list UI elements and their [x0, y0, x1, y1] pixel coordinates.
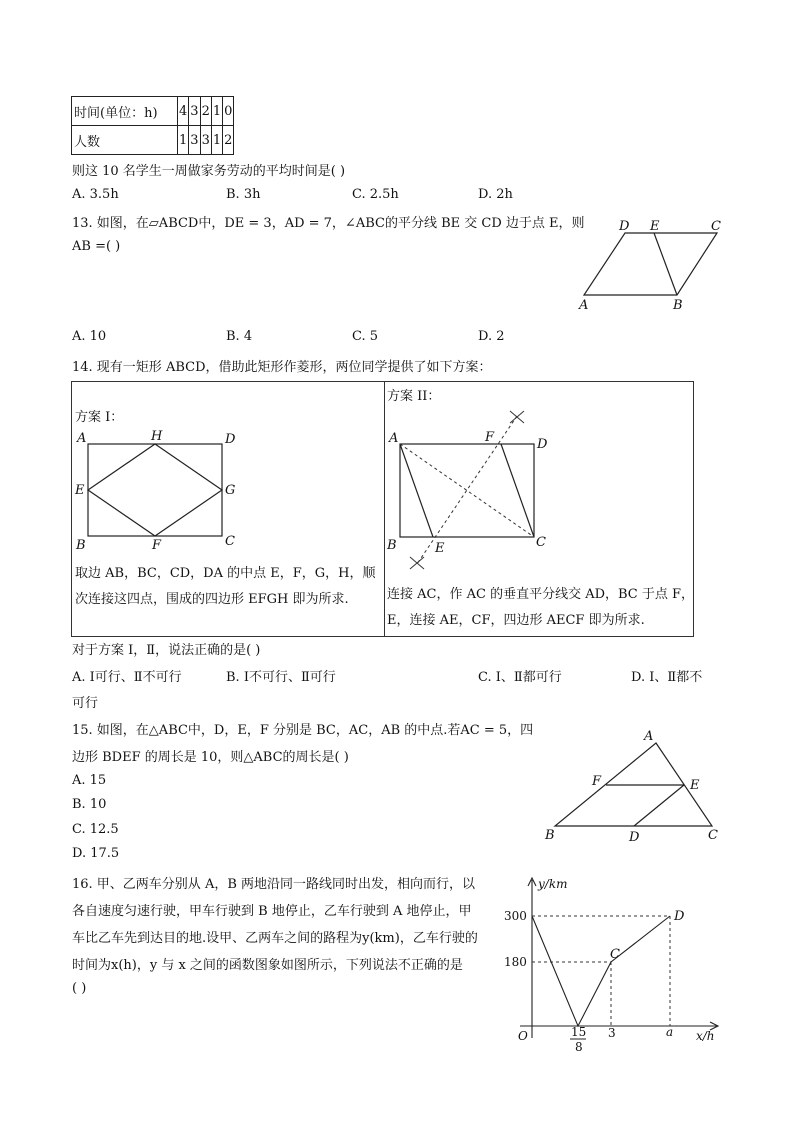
q13-option-d: D. 2 — [478, 329, 505, 344]
table-cell: 1 — [211, 126, 222, 155]
plan2-text-line2: E，连接 AE，CF，四边形 AECF 即为所求. — [387, 613, 645, 628]
label-h: H — [151, 429, 163, 444]
q13-option-c: C. 5 — [352, 329, 379, 344]
q15-option-c: C. 12.5 — [72, 822, 119, 837]
q12-option-b: B. 3h — [226, 187, 261, 202]
x-tick-3: 3 — [608, 1026, 616, 1040]
q15-option-a: A. 15 — [72, 773, 107, 788]
label-d: D — [629, 830, 640, 845]
plan1-title: 方案 I： — [75, 410, 124, 425]
label-f: F — [152, 538, 162, 550]
diagonal-ac — [400, 444, 534, 537]
label-e: E — [690, 778, 700, 793]
y-tick-180: 180 — [504, 955, 527, 969]
label-a: A — [644, 729, 654, 744]
q14-option-d: D. Ⅰ、Ⅱ都不 — [631, 670, 703, 685]
label-e: E — [435, 541, 445, 556]
table-cell: 2 — [200, 97, 211, 126]
segment-ae — [400, 444, 433, 537]
label-d: D — [225, 432, 236, 447]
table-header-count: 人数 — [72, 126, 178, 155]
table-cell: 1 — [178, 126, 189, 155]
q16-stem-line1: 16. 甲、乙两车分别从 A，B 两地沿同一路线同时出发，相向而行，以 — [72, 877, 476, 892]
table-cell: 1 — [211, 97, 222, 126]
label-c: C — [536, 535, 546, 550]
table-header-time: 时间(单位：h) — [72, 97, 178, 126]
q13-option-a: A. 10 — [72, 329, 107, 344]
label-f: F — [592, 774, 602, 789]
plan1-figure — [72, 428, 242, 550]
q15-option-b: B. 10 — [72, 797, 107, 812]
table-row — [72, 126, 234, 155]
plan1-text-line2: 次连接这四点，围成的四边形 EFGH 即为所求. — [75, 592, 349, 607]
segment-ed — [634, 785, 684, 826]
label-b: B — [76, 538, 86, 550]
label-e: E — [75, 483, 85, 498]
table-cell: 0 — [223, 97, 234, 126]
label-d: D — [537, 437, 548, 452]
q16-stem-line5: ( ) — [72, 981, 87, 996]
q15-option-d: D. 17.5 — [72, 846, 120, 861]
label-g: G — [225, 483, 236, 498]
q12-stem: 则这 10 名学生一周做家务劳动的平均时间是( ) — [72, 164, 346, 179]
perpendicular-bisector — [417, 416, 517, 564]
q15-stem-line2: 边形 BDEF 的周长是 10，则△ABC的周长是( ) — [72, 750, 349, 765]
q15-stem-line1: 15. 如图，在△ABC中，D，E，F 分别是 BC，AC，AB 的中点.若AC = 5，四 — [72, 723, 534, 738]
q15-triangle-figure — [540, 725, 725, 850]
point-d-label: D — [674, 909, 685, 924]
label-c: C — [711, 219, 721, 234]
point-c-label: C — [610, 947, 620, 962]
q14-plans-box — [71, 381, 694, 637]
table-cell: 4 — [178, 97, 189, 126]
q16-stem-line3: 车比乙车先到达目的地.设甲、乙两车之间的路程为y(km)，乙车行驶的 — [72, 931, 478, 946]
label-a: A — [579, 298, 589, 310]
q14-question: 对于方案 Ⅰ，Ⅱ，说法正确的是( ) — [72, 643, 261, 658]
q14-option-c: C. Ⅰ、Ⅱ都可行 — [478, 670, 562, 685]
plan2-title: 方案 II： — [387, 389, 441, 404]
label-c: C — [708, 828, 718, 843]
label-b: B — [673, 298, 683, 310]
label-d: D — [619, 219, 630, 234]
table-cell: 3 — [189, 126, 200, 155]
label-c: C — [225, 534, 235, 549]
q14-stem: 14. 现有一矩形 ABCD，借助此矩形作菱形，两位同学提供了如下方案： — [72, 360, 492, 375]
parallelogram-abcd — [584, 233, 717, 295]
x-tick-frac-den: 8 — [575, 1040, 583, 1054]
q14-option-b: B. Ⅰ不可行、Ⅱ可行 — [226, 670, 336, 685]
table-cell: 3 — [200, 126, 211, 155]
plan1-text-line1: 取边 AB，BC，CD，DA 的中点 E，F，G，H，顺 — [75, 566, 376, 581]
x-axis-label: x/h — [696, 1029, 715, 1043]
q16-stem-line2: 各自速度匀速行驶，甲车行驶到 B 地停止，乙车行驶到 A 地停止，甲 — [72, 904, 472, 919]
y-axis-label: y/km — [538, 877, 568, 891]
q14-option-a: A. Ⅰ可行、Ⅱ不可行 — [72, 670, 182, 685]
rhombus-efgh — [88, 444, 222, 536]
x-tick-a: a — [666, 1025, 674, 1039]
plan2-text-line1: 连接 AC，作 AC 的垂直平分线交 AD，BC 于点 F， — [387, 587, 695, 602]
table-cell: 2 — [223, 126, 234, 155]
graph-line — [532, 916, 670, 1026]
q13-stem-line1: 13. 如图，在▱ABCD中，DE = 3，AD = 7，∠ABC的平分线 BE 交 CD 边于点 E，则 — [72, 216, 585, 231]
rectangle-abcd — [88, 444, 222, 536]
table-row — [72, 97, 234, 126]
y-tick-300: 300 — [504, 909, 527, 923]
origin-label: O — [518, 1029, 528, 1043]
q12-option-a: A. 3.5h — [72, 187, 119, 202]
label-a: A — [389, 431, 399, 446]
x-tick-frac-num: 15 — [571, 1025, 587, 1039]
label-b: B — [387, 538, 397, 553]
data-table — [71, 96, 234, 155]
q12-option-d: D. 2h — [478, 187, 513, 202]
q13-parallelogram-figure — [570, 215, 730, 310]
q16-stem-line4: 时间为x(h)，y 与 x 之间的函数图象如图所示，下列说法不正确的是 — [72, 958, 463, 973]
q14-option-d-continued: 可行 — [72, 696, 99, 711]
plan2-figure — [384, 406, 564, 571]
label-a: A — [77, 431, 87, 446]
label-b: B — [545, 828, 555, 843]
segment-cf — [501, 444, 534, 537]
label-f: F — [485, 430, 495, 445]
q12-option-c: C. 2.5h — [352, 187, 399, 202]
table-cell: 3 — [189, 97, 200, 126]
q13-stem-line2: AB =( ) — [72, 239, 121, 254]
q16-function-graph — [500, 870, 730, 1060]
q13-option-b: B. 4 — [226, 329, 253, 344]
label-e: E — [650, 219, 660, 234]
bisector-be — [654, 233, 677, 295]
